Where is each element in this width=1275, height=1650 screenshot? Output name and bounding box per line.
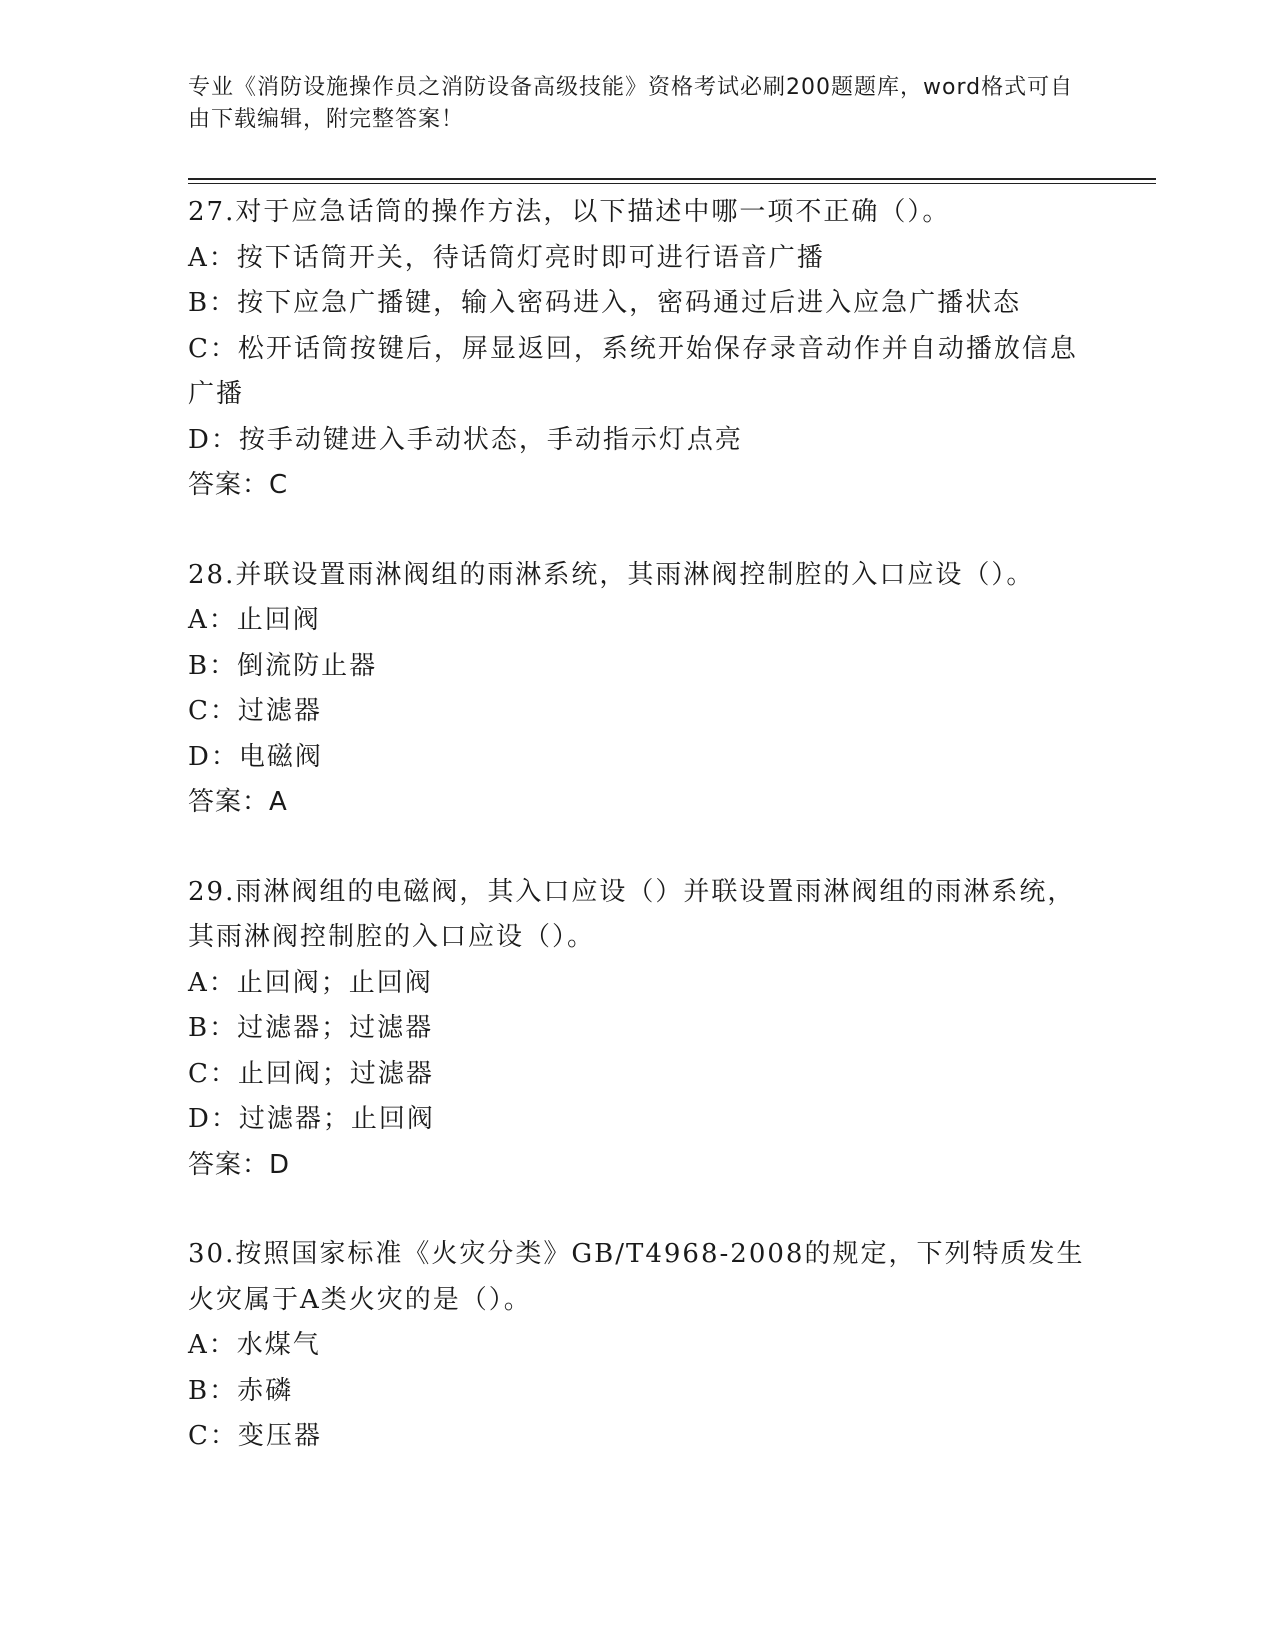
question-stem: 28.并联设置雨淋阀组的雨淋系统，其雨淋阀控制腔的入口应设（）。 <box>188 559 1035 590</box>
option-c: C：止回阀；过滤器 <box>188 1058 434 1089</box>
header-rule-thick <box>188 178 1156 180</box>
question-30 <box>188 1232 1088 1460</box>
option-d: D：过滤器；止回阀 <box>188 1104 435 1134</box>
option-d: D：电磁阀 <box>188 741 323 772</box>
option-c: C：过滤器 <box>188 696 322 726</box>
question-stem: 29.雨淋阀组的电磁阀，其入口应设（）并联设置雨淋阀组的雨淋系统，其雨淋阀控制腔的入口应设（）。 <box>188 876 1076 952</box>
question-stem: 27.对于应急话筒的操作方法，以下描述中哪一项不正确（）。 <box>188 197 951 227</box>
answer: 答案：A <box>188 787 288 817</box>
option-a: A：水煤气 <box>188 1330 321 1360</box>
question-list <box>188 190 1088 1504</box>
option-b: B：过滤器；过滤器 <box>188 1013 434 1043</box>
option-b: B：按下应急广播键，输入密码进入，密码通过后进入应急广播状态 <box>188 288 1022 318</box>
option-a: A：止回阀 <box>188 605 321 635</box>
document-header: 专业《消防设施操作员之消防设备高级技能》资格考试必刷200题题库，word格式可自由下载编辑，附完整答案！ <box>188 75 1074 132</box>
option-c: C：松开话筒按键后，屏显返回，系统开始保存录音动作并自动播放信息广播 <box>188 333 1078 409</box>
option-b: B：赤磷 <box>188 1375 294 1406</box>
answer: 答案：C <box>188 470 289 500</box>
question-28 <box>188 553 1088 826</box>
question-stem: 30.按照国家标准《火灾分类》GB/T4968-2008的规定，下列特质发生火灾属于A类火灾的是（）。 <box>188 1239 1085 1315</box>
option-b: B：倒流防止器 <box>188 650 378 681</box>
answer: 答案：D <box>188 1149 291 1180</box>
header-rule-thin <box>188 183 1156 184</box>
question-27 <box>188 190 1088 509</box>
option-d: D：按手动键进入手动状态，手动指示灯点亮 <box>188 424 743 455</box>
question-29 <box>188 870 1088 1189</box>
option-a: A：按下话筒开关，待话筒灯亮时即可进行语音广播 <box>188 242 825 273</box>
option-c: C：变压器 <box>188 1421 322 1451</box>
option-a: A：止回阀；止回阀 <box>188 967 433 998</box>
